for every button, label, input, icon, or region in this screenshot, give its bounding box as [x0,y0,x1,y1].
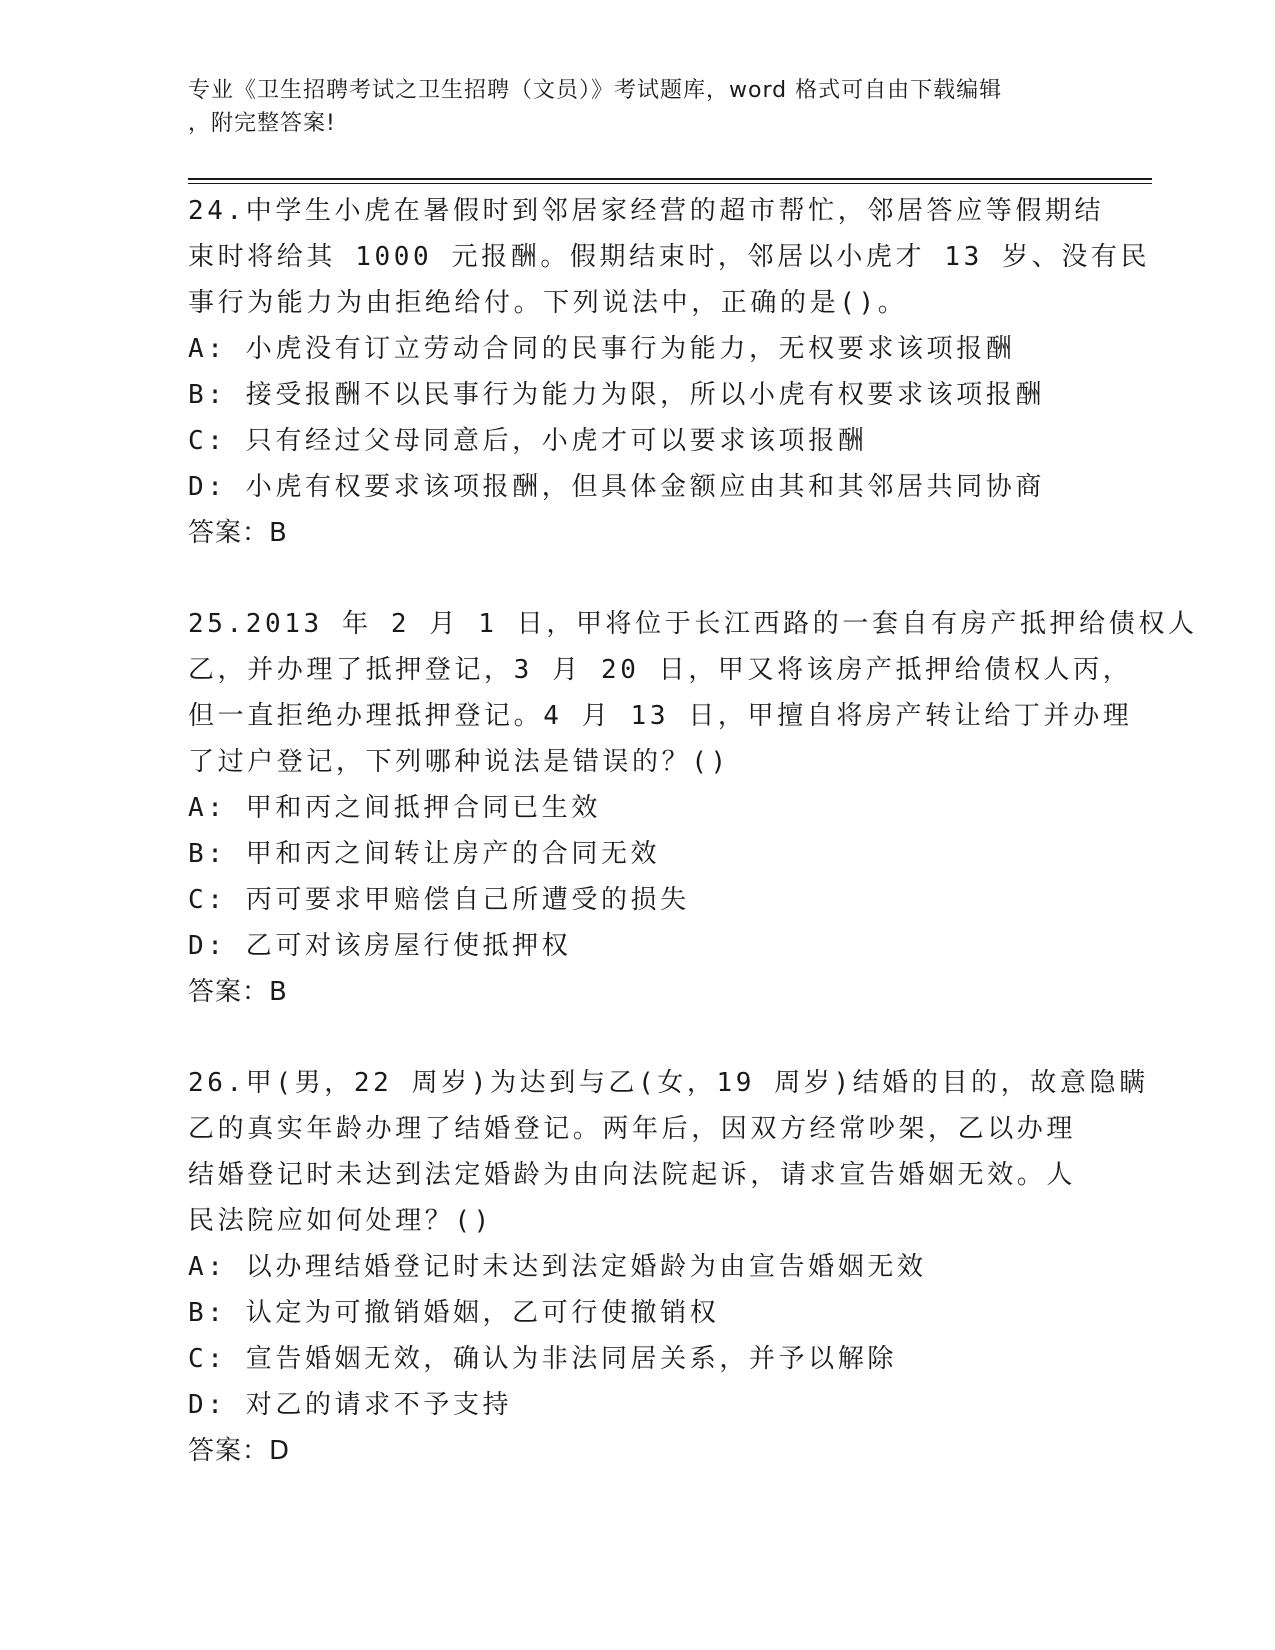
header-rule-thick [188,178,1152,180]
stem-line: 但一直拒绝办理抵押登记。4 月 13 日，甲擅自将房产转让给丁并办理 [188,701,1133,731]
stem-line: 26.甲(男，22 周岁)为达到与乙(女，19 周岁)结婚的目的，故意隐瞒 [188,1068,1149,1098]
question-26 [188,1060,1149,1474]
stem-line: 24.中学生小虎在暑假时到邻居家经营的超市帮忙，邻居答应等假期结 [188,196,1105,226]
option-b: B: 接受报酬不以民事行为能力为限，所以小虎有权要求该项报酬 [188,380,1045,410]
question-stem [188,1060,1149,1244]
option-c: C: 只有经过父母同意后，小虎才可以要求该项报酬 [188,426,868,456]
stem-line: 乙，并办理了抵押登记，3 月 20 日，甲又将该房产抵押给债权人丙， [188,655,1133,685]
option-b: B: 认定为可撤销婚姻，乙可行使撤销权 [188,1298,720,1328]
stem-line: 结婚登记时未达到法定婚龄为由向法院起诉，请求宣告婚姻无效。人 [188,1160,1077,1190]
answer-line: 答案：B [188,977,288,1007]
option-d: D: 对乙的请求不予支持 [188,1390,513,1420]
question-24 [188,188,1151,556]
stem-line: 25.2013 年 2 月 1 日，甲将位于长江西路的一套自有房产抵押给债权人 [188,609,1198,639]
option-d: D: 小虎有权要求该项报酬，但具体金额应由其和其邻居共同协商 [188,472,1045,502]
stem-line: 民法院应如何处理？() [188,1206,493,1236]
question-stem [188,601,1198,785]
answer-line: 答案：B [188,518,288,548]
answer-line: 答案：D [188,1436,291,1466]
option-c: C: 宣告婚姻无效，确认为非法同居关系，并予以解除 [188,1344,897,1374]
option-c: C: 丙可要求甲赔偿自己所遭受的损失 [188,885,690,915]
option-a: A: 甲和丙之间抵押合同已生效 [188,793,601,823]
stem-line: 了过户登记，下列哪种说法是错误的？() [188,747,730,777]
header-line: 专业《卫生招聘考试之卫生招聘（文员）》考试题库，word 格式可自由下载编辑 [188,78,1003,103]
option-a: A: 小虎没有订立劳动合同的民事行为能力，无权要求该项报酬 [188,334,1016,364]
stem-line: 乙的真实年龄办理了结婚登记。两年后，因双方经常吵架，乙以办理 [188,1114,1077,1144]
question-stem [188,188,1151,326]
question-list [188,188,1198,1519]
option-b: B: 甲和丙之间转让房产的合同无效 [188,839,661,869]
document-header [188,74,1088,140]
option-d: D: 乙可对该房屋行使抵押权 [188,931,572,961]
option-a: A: 以办理结婚登记时未达到法定婚龄为由宣告婚姻无效 [188,1252,927,1282]
header-line: ，附完整答案! [188,111,336,136]
stem-line: 事行为能力为由拒绝给付。下列说法中，正确的是()。 [188,288,908,318]
stem-line: 束时将给其 1000 元报酬。假期结束时，邻居以小虎才 13 岁、没有民 [188,242,1151,272]
header-rule-thin [188,183,1152,184]
question-25 [188,601,1198,1015]
